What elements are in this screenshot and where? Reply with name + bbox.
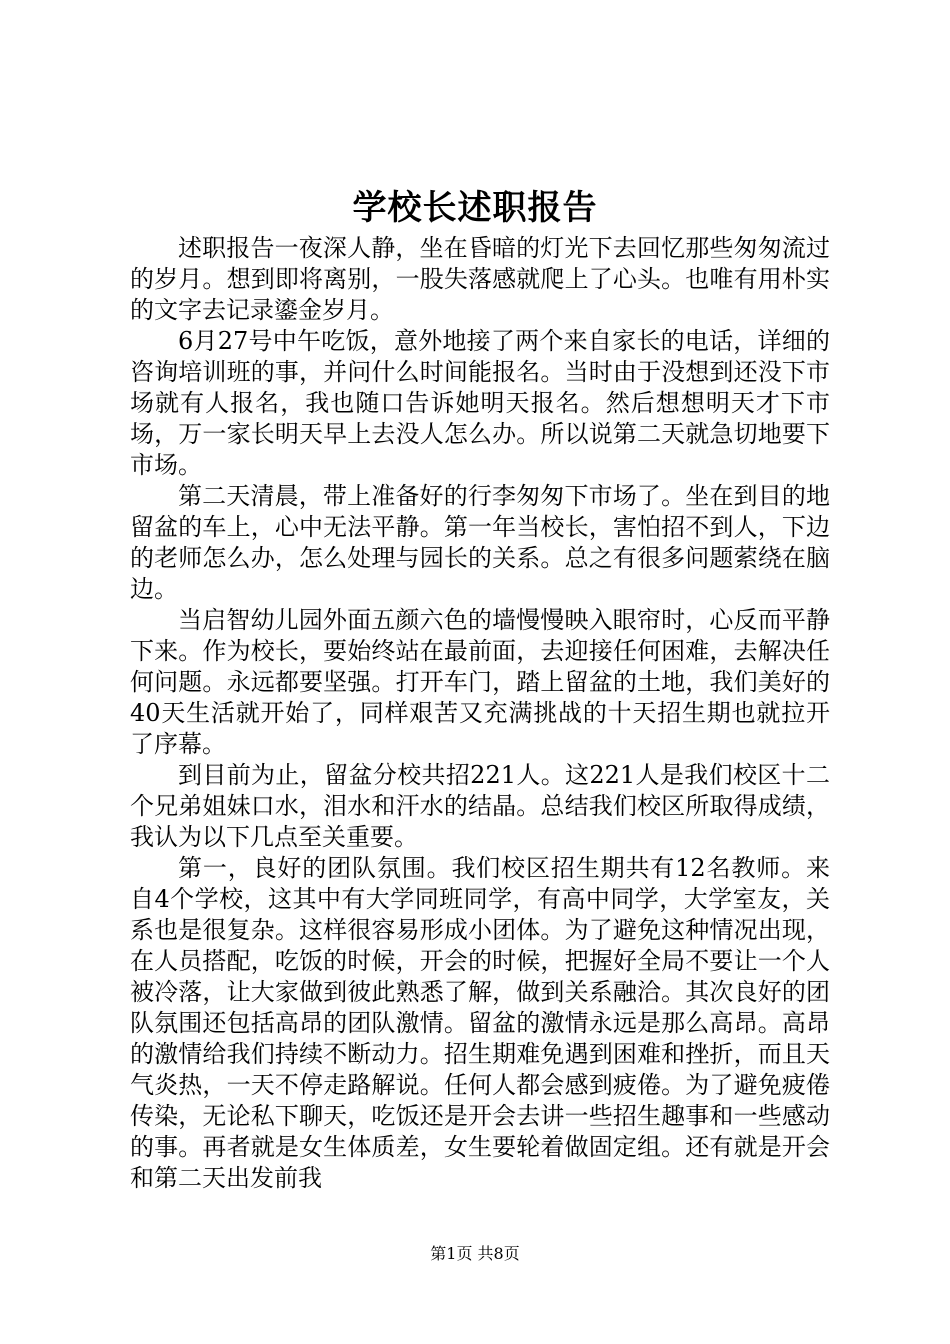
paragraph-5: 到目前为止，留盆分校共招221人。这221人是我们校区十二个兄弟姐妹口水，泪水和汗水的结晶。总结我们校区所取得成绩，我认为以下几点至关重要。 bbox=[130, 761, 830, 851]
paragraph-1: 述职报告一夜深人静，坐在昏暗的灯光下去回忆那些匆匆流过的岁月。想到即将离别，一股失落感就爬上了心头。也唯有用朴实的文字去记录鎏金岁月。 bbox=[130, 234, 830, 324]
page-number-footer: 第1页 共8页 bbox=[430, 1244, 520, 1263]
paragraph-3: 第二天清晨，带上准备好的行李匆匆下市场了。坐在到目的地留盆的车上，心中无法平静。第一年当校长，害怕招不到人，下边的老师怎么办，怎么处理与园长的关系。总之有很多问题萦绕在脑边。 bbox=[130, 482, 830, 603]
paragraph-6: 第一，良好的团队氛围。我们校区招生期共有12名教师。来自4个学校，这其中有大学同班同学，有高中同学，大学室友，关系也是很复杂。这样很容易形成小团体。为了避免这种情况出现，在人员搭配，吃饭的时候，开会的时候，把握好全局不要让一个人被冷落，让大家做到彼此熟悉了解，做到关系融洽。其次良好的团队氛围还包括高昂的团队激情。留盆的激情永远是那么高昂。高昂的激情给我们持续不断动力。招生期难免遇到困难和挫折，而且天气炎热，一天不停走路解说。任何人都会感到疲倦。为了避免疲倦传染，无论私下聊天，吃饭还是开会去讲一些招生趣事和一些感动的事。再者就是女生体质差，女生要轮着做固定组。还有就是开会和第二天出发前我 bbox=[130, 854, 830, 1192]
paragraph-2: 6月27号中午吃饭，意外地接了两个来自家长的电话，详细的咨询培训班的事，并问什么时间能报名。当时由于没想到还没下市场就有人报名，我也随口告诉她明天报名。然后想想明天才下市场，万一家长明天早上去没人怎么办。所以说第二天就急切地要下市场。 bbox=[130, 327, 830, 479]
document-body bbox=[130, 233, 830, 1194]
document-title: 学校长述职报告 bbox=[352, 188, 598, 228]
paragraph-4: 当启智幼儿园外面五颜六色的墙慢慢映入眼帘时，心反而平静下来。作为校长，要始终站在最前面，去迎接任何困难，去解决任何问题。永远都要坚强。打开车门，踏上留盆的土地，我们美好的40天生活就开始了，同样艰苦又充满挑战的十天招生期也就拉开了序幕。 bbox=[130, 606, 830, 758]
